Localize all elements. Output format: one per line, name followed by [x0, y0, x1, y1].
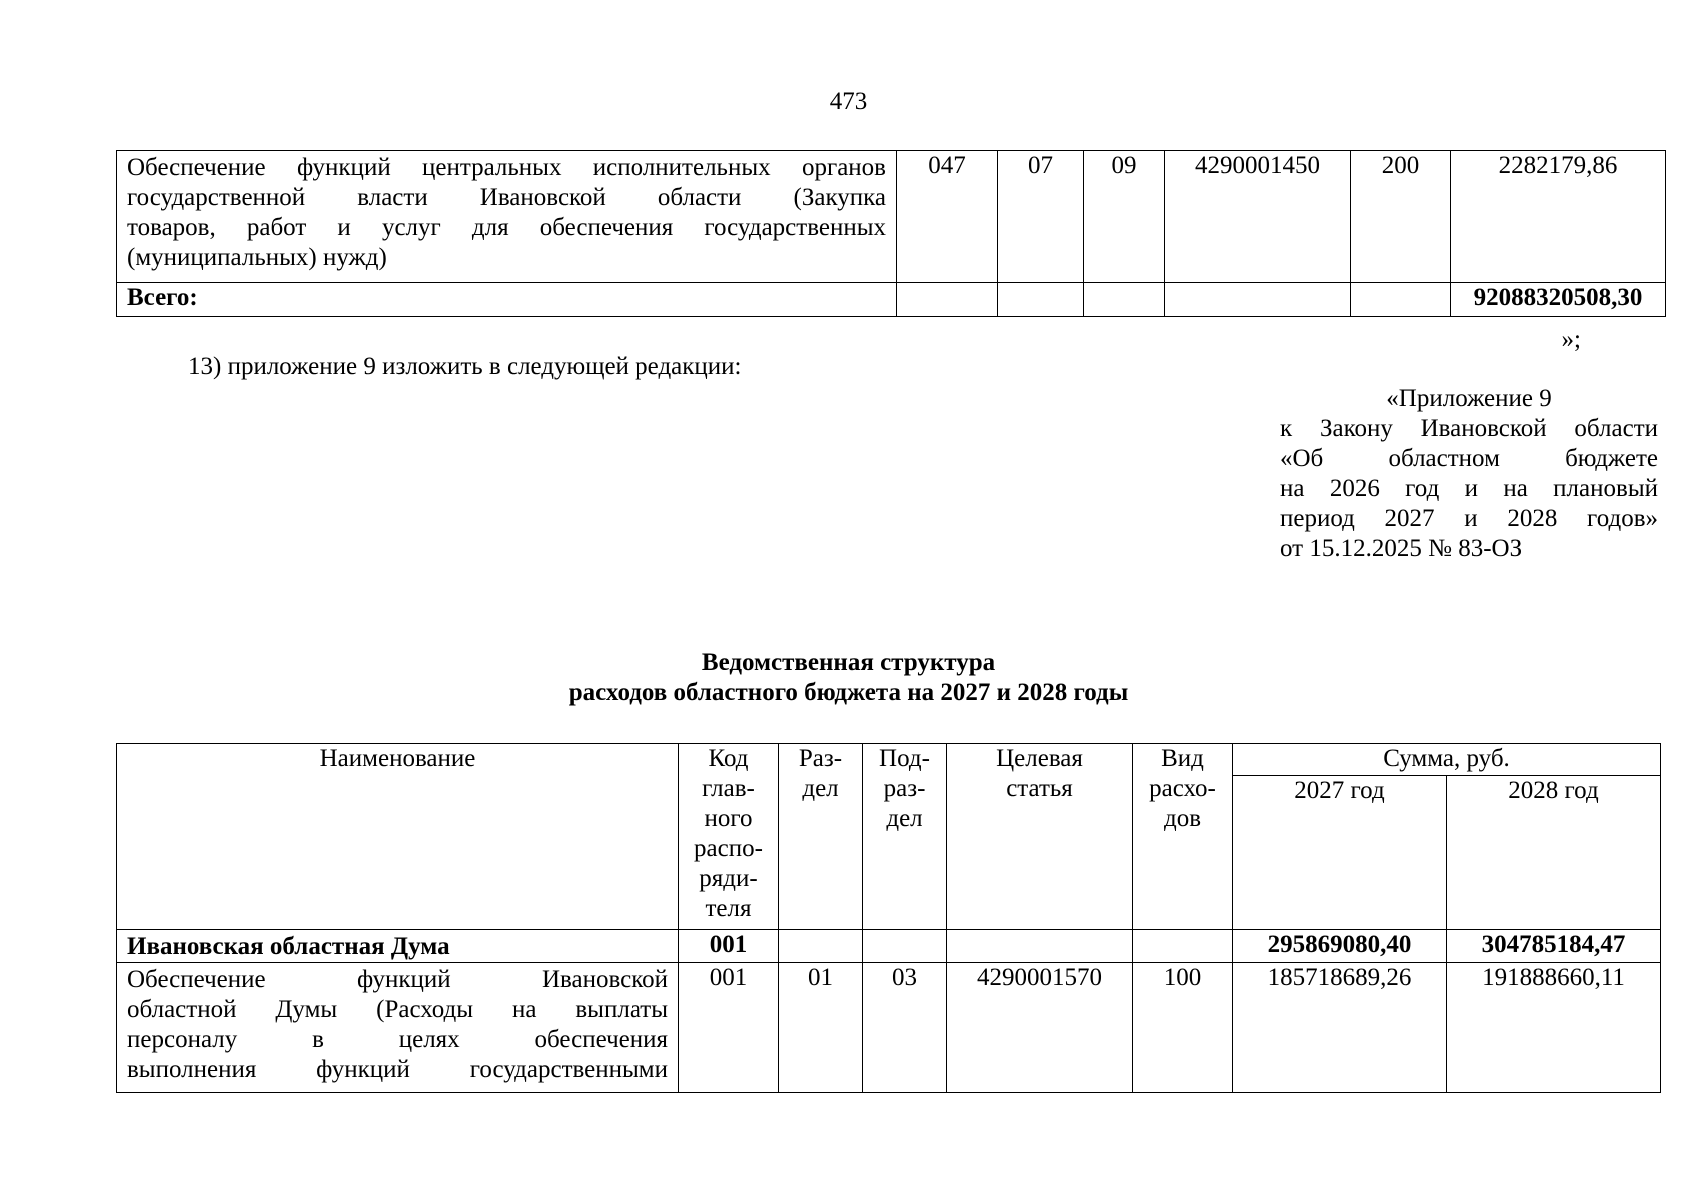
header-line: Код [708, 745, 749, 772]
section-code: 01 [779, 963, 863, 1093]
header-line: Целевая [996, 745, 1083, 772]
header-line: глав- [702, 775, 755, 802]
amount-2028: 191888660,11 [1447, 963, 1661, 1093]
header-name: Наименование [117, 744, 679, 930]
header-year-2027: 2027 год [1233, 776, 1447, 930]
empty-cell [998, 283, 1084, 317]
header-section [779, 744, 863, 930]
row-name-line: Обеспечение функций центральных исполнительных органов [127, 154, 886, 181]
header-line: теля [705, 895, 752, 922]
section-code: 07 [998, 151, 1084, 283]
header-line: распо- [694, 835, 763, 862]
row-name-line: персоналу в целях обеспечения [127, 1026, 668, 1053]
header-line: ного [704, 805, 753, 832]
subsection-code: 09 [1084, 151, 1165, 283]
appendix-line: на 2026 год и на плановый [1280, 475, 1658, 502]
appendix-line: «Об областном бюджете [1280, 445, 1658, 472]
continued-expense-table [116, 150, 1666, 317]
header-subsection [863, 744, 947, 930]
header-year-2028: 2028 год [1447, 776, 1661, 930]
row-name-line: выполнения функций государственными [127, 1056, 668, 1083]
grbs-code: 001 [679, 930, 779, 963]
amendment-text: 13) приложение 9 изложить в следующей редакции: [188, 353, 742, 380]
header-line: Вид [1161, 745, 1204, 772]
empty-cell [1351, 283, 1451, 317]
header-line: дел [886, 805, 923, 832]
amount: 2282179,86 [1451, 151, 1666, 283]
amount-2027: 295869080,40 [1233, 930, 1447, 963]
header-sum: Сумма, руб. [1233, 744, 1661, 776]
appendix-line: «Приложение 9 [1386, 385, 1552, 412]
header-row [117, 744, 1661, 776]
expense-type [1133, 930, 1233, 963]
header-expense-type [1133, 744, 1233, 930]
table-row [117, 930, 1661, 963]
row-name [117, 963, 679, 1093]
table-row [117, 963, 1661, 1093]
subsection-code: 03 [863, 963, 947, 1093]
title-line-2: расходов областного бюджета на 2027 и 2028 годы [568, 679, 1129, 706]
total-row [117, 283, 1666, 317]
title-line-1: Ведомственная структура [701, 649, 996, 676]
target-article: 4290001450 [1165, 151, 1351, 283]
appendix-header [1280, 384, 1658, 564]
subsection-code [863, 930, 947, 963]
empty-cell [1165, 283, 1351, 317]
total-amount: 92088320508,30 [1451, 283, 1666, 317]
empty-cell [897, 283, 998, 317]
row-name-line: областной Думы (Расходы на выплаты [127, 996, 668, 1023]
header-line: дел [802, 775, 839, 802]
row-name: Ивановская областная Дума [117, 930, 679, 963]
expense-type: 100 [1133, 963, 1233, 1093]
grbs-code: 047 [897, 151, 998, 283]
appendix-line: к Закону Ивановской области [1280, 415, 1658, 442]
amount-2028: 304785184,47 [1447, 930, 1661, 963]
header-line: Раз- [798, 745, 843, 772]
table-row [117, 151, 1666, 283]
header-target-article [947, 744, 1133, 930]
empty-cell [1084, 283, 1165, 317]
target-article [947, 930, 1133, 963]
grbs-code: 001 [679, 963, 779, 1093]
header-line: ряди- [699, 865, 758, 892]
amount-2027: 185718689,26 [1233, 963, 1447, 1093]
header-line: Под- [879, 745, 930, 772]
header-grbs [679, 744, 779, 930]
page-number: 473 [829, 88, 868, 115]
row-name-line: (муниципальных) нужд) [127, 244, 387, 271]
row-name-line: Обеспечение функций Ивановской [127, 966, 668, 993]
total-label: Всего: [117, 283, 897, 317]
header-line: расхо- [1149, 775, 1216, 802]
appendix-line: период 2027 и 2028 годов» [1280, 505, 1658, 532]
target-article: 4290001570 [947, 963, 1133, 1093]
row-name-line: товаров, работ и услуг для обеспечения государственных [127, 214, 886, 241]
header-line: раз- [883, 775, 926, 802]
departmental-structure-table [116, 743, 1661, 1093]
row-name [117, 151, 897, 283]
header-line: дов [1163, 805, 1202, 832]
row-name-line: государственной власти Ивановской области (Закупка [127, 184, 886, 211]
document-title [0, 648, 1697, 708]
appendix-line: от 15.12.2025 № 83-ОЗ [1280, 535, 1523, 562]
header-line: статья [1006, 775, 1073, 802]
expense-type: 200 [1351, 151, 1451, 283]
section-code [779, 930, 863, 963]
closing-quote: »; [1561, 326, 1581, 353]
